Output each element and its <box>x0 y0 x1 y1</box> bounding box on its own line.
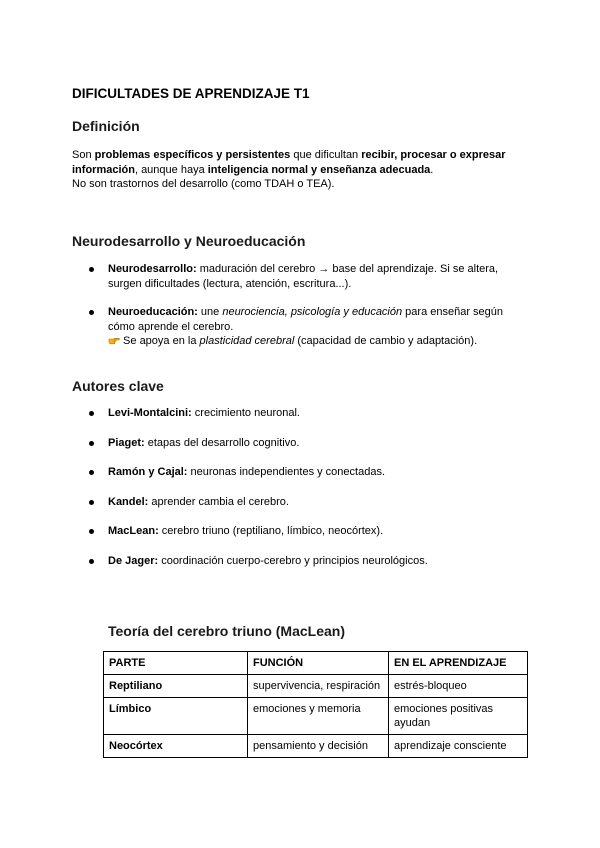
note-italic: plasticidad cerebral <box>199 335 295 347</box>
table-header-row <box>104 652 528 675</box>
list-item <box>89 436 529 451</box>
bullet-dot <box>89 267 94 272</box>
definition-text: . <box>430 163 434 176</box>
author-name: De Jager: <box>108 554 159 567</box>
plasticity-note <box>108 334 529 349</box>
neuro-heading: Neurodesarrollo y Neuroeducación <box>72 233 306 249</box>
table-cell: Límbico <box>104 698 248 735</box>
authors-heading: Autores clave <box>72 378 164 394</box>
list-item <box>89 465 529 480</box>
table-header-cell: FUNCIÓN <box>248 652 389 675</box>
list-item <box>89 554 529 569</box>
table-header-cell: PARTE <box>104 652 248 675</box>
author-text: etapas del desarrollo cognitivo. <box>144 436 300 449</box>
definition-paragraph <box>72 148 532 192</box>
bullet-dot <box>89 441 94 446</box>
triune-heading: Teoría del cerebro triuno (MacLean) <box>108 623 346 639</box>
list-item <box>89 495 529 510</box>
note-text: Se apoya en la <box>120 335 200 347</box>
list-item <box>89 406 529 421</box>
item-term: Neurodesarrollo: <box>108 263 197 275</box>
table-cell: estrés-bloqueo <box>389 675 528 698</box>
table-row <box>104 735 528 758</box>
author-text: crecimiento neuronal. <box>191 407 300 419</box>
triune-table <box>103 651 528 758</box>
item-term: Neuroeducación: <box>108 306 198 318</box>
list-item <box>89 524 529 539</box>
list-item <box>89 305 529 349</box>
table-cell: pensamiento y decisión <box>248 735 389 758</box>
definition-bold: recibir, procesar o expresar información <box>72 149 506 176</box>
author-name: MacLean: <box>108 525 159 537</box>
item-text: une <box>197 306 223 318</box>
bullet-dot <box>89 559 94 564</box>
table-cell: emociones positivas ayudan <box>389 698 528 735</box>
definition-text: , aunque haya <box>134 163 208 176</box>
author-text: aprender cambia el cerebro. <box>148 495 289 508</box>
table-cell: Neocórtex <box>104 735 248 758</box>
bullet-dot <box>89 411 94 416</box>
author-text: coordinación cuerpo-cerebro y principios neurológicos. <box>158 554 428 567</box>
table-cell: aprendizaje consciente <box>389 735 528 758</box>
document-title: DIFICULTADES DE APRENDIZAJE T1 <box>72 86 310 101</box>
definition-bold: problemas específicos y persistentes <box>94 149 291 161</box>
author-text: neuronas independientes y conectadas. <box>187 466 386 478</box>
pointing-hand-icon <box>108 335 120 345</box>
author-name: Ramón y Cajal: <box>108 466 188 478</box>
author-name: Piaget: <box>108 436 145 449</box>
bullet-dot <box>89 529 94 534</box>
definition-bold: inteligencia normal y enseñanza adecuada <box>207 163 431 176</box>
bullet-dot <box>89 500 94 505</box>
list-item <box>89 262 529 291</box>
definition-text: que dificultan <box>290 149 362 161</box>
definition-heading: Definición <box>72 118 140 134</box>
table-cell: emociones y memoria <box>248 698 389 735</box>
definition-text: Son <box>72 149 95 161</box>
author-text: cerebro triuno (reptiliano, límbico, neocórtex). <box>158 525 384 537</box>
table-row <box>104 675 528 698</box>
table-row <box>104 698 528 735</box>
bullet-dot <box>89 310 94 315</box>
table-cell: supervivencia, respiración <box>248 675 389 698</box>
item-text: maduración del cerebro → base del aprendizaje. Si se altera, surgen dificultades (lectura, atención, escritura...). <box>108 263 499 290</box>
item-italic: neurociencia, psicología y educación <box>222 306 403 318</box>
note-text: (capacidad de cambio y adaptación). <box>294 335 478 347</box>
author-name: Kandel: <box>108 495 149 508</box>
table-header-cell: EN EL APRENDIZAJE <box>389 652 528 675</box>
author-name: Levi-Montalcini: <box>108 407 192 419</box>
item-text: para enseñar según cómo aprende el cerebro. <box>108 306 504 333</box>
bullet-dot <box>89 470 94 475</box>
table-cell: Reptiliano <box>104 675 248 698</box>
definition-line2: No son trastornos del desarrollo (como TDAH o TEA). <box>72 178 335 190</box>
